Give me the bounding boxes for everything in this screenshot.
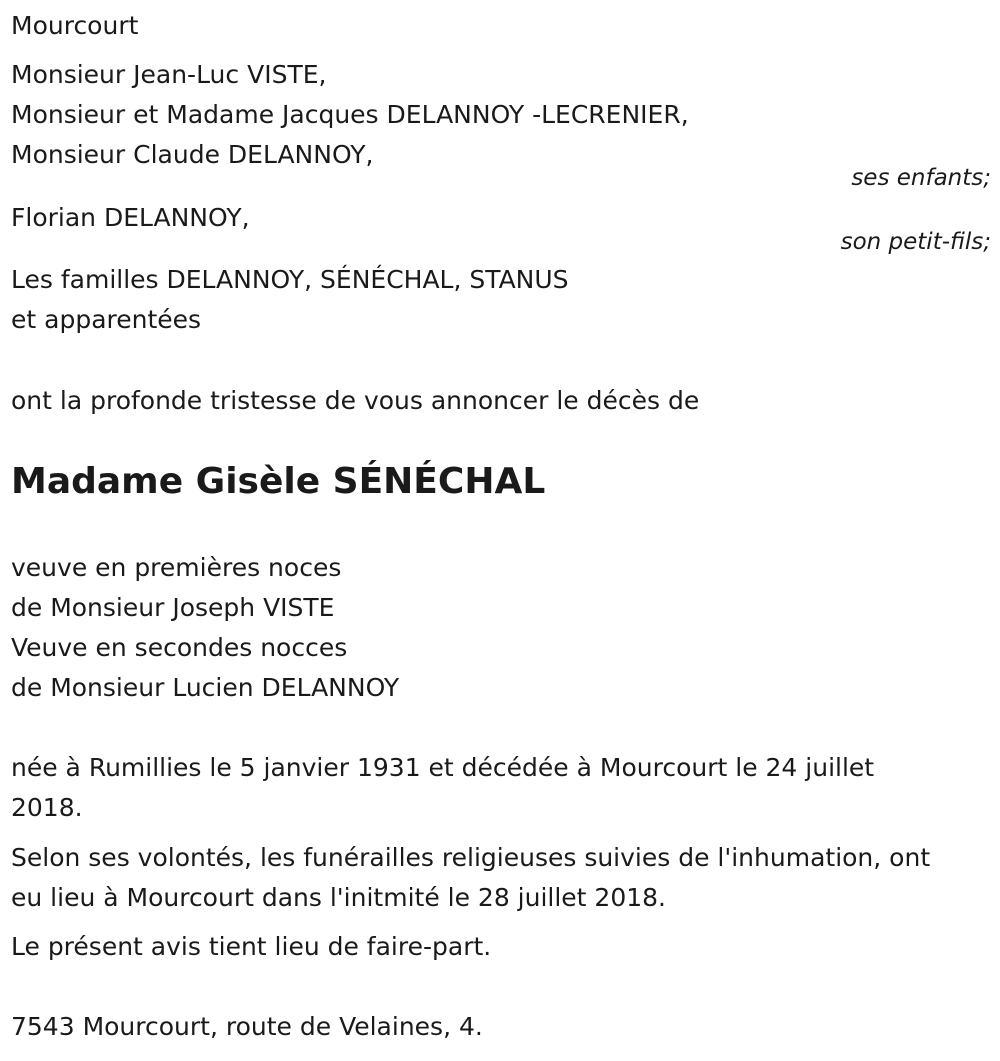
grandson-role: son petit-fils; bbox=[840, 229, 991, 255]
funeral-line: eu lieu à Mourcourt dans l'initmité le 28 juillet 2018. bbox=[11, 883, 667, 912]
widowhood-line: veuve en premières noces bbox=[11, 553, 342, 582]
funeral-line: Selon ses volontés, les funérailles religieuses suivies de l'inhumation, ont bbox=[11, 843, 931, 872]
widowhood-line: de Monsieur Lucien DELANNOY bbox=[11, 673, 400, 702]
announcement-text: ont la profonde tristesse de vous annoncer le décès de bbox=[11, 386, 700, 415]
child-name: Monsieur et Madame Jacques DELANNOY -LECRENIER, bbox=[11, 100, 689, 129]
widowhood-line: Veuve en secondes nocces bbox=[11, 633, 348, 662]
grandson-name: Florian DELANNOY, bbox=[11, 203, 250, 232]
notice-statement: Le présent avis tient lieu de faire-part. bbox=[11, 932, 492, 961]
child-name: Monsieur Jean-Luc VISTE, bbox=[11, 60, 327, 89]
families-line: et apparentées bbox=[11, 305, 202, 334]
deceased-name: Madame Gisèle SÉNÉCHAL bbox=[11, 461, 546, 502]
obituary-notice bbox=[11, 0, 991, 1061]
families-line: Les familles DELANNOY, SÉNÉCHAL, STANUS bbox=[11, 265, 569, 294]
child-name: Monsieur Claude DELANNOY, bbox=[11, 140, 374, 169]
birth-death-line: 2018. bbox=[11, 793, 83, 822]
children-role: ses enfants; bbox=[851, 165, 991, 191]
widowhood-line: de Monsieur Joseph VISTE bbox=[11, 593, 335, 622]
birth-death-line: née à Rumillies le 5 janvier 1931 et décédée à Mourcourt le 24 juillet bbox=[11, 753, 875, 782]
address: 7543 Mourcourt, route de Velaines, 4. bbox=[11, 1012, 483, 1041]
locality: Mourcourt bbox=[11, 11, 139, 40]
